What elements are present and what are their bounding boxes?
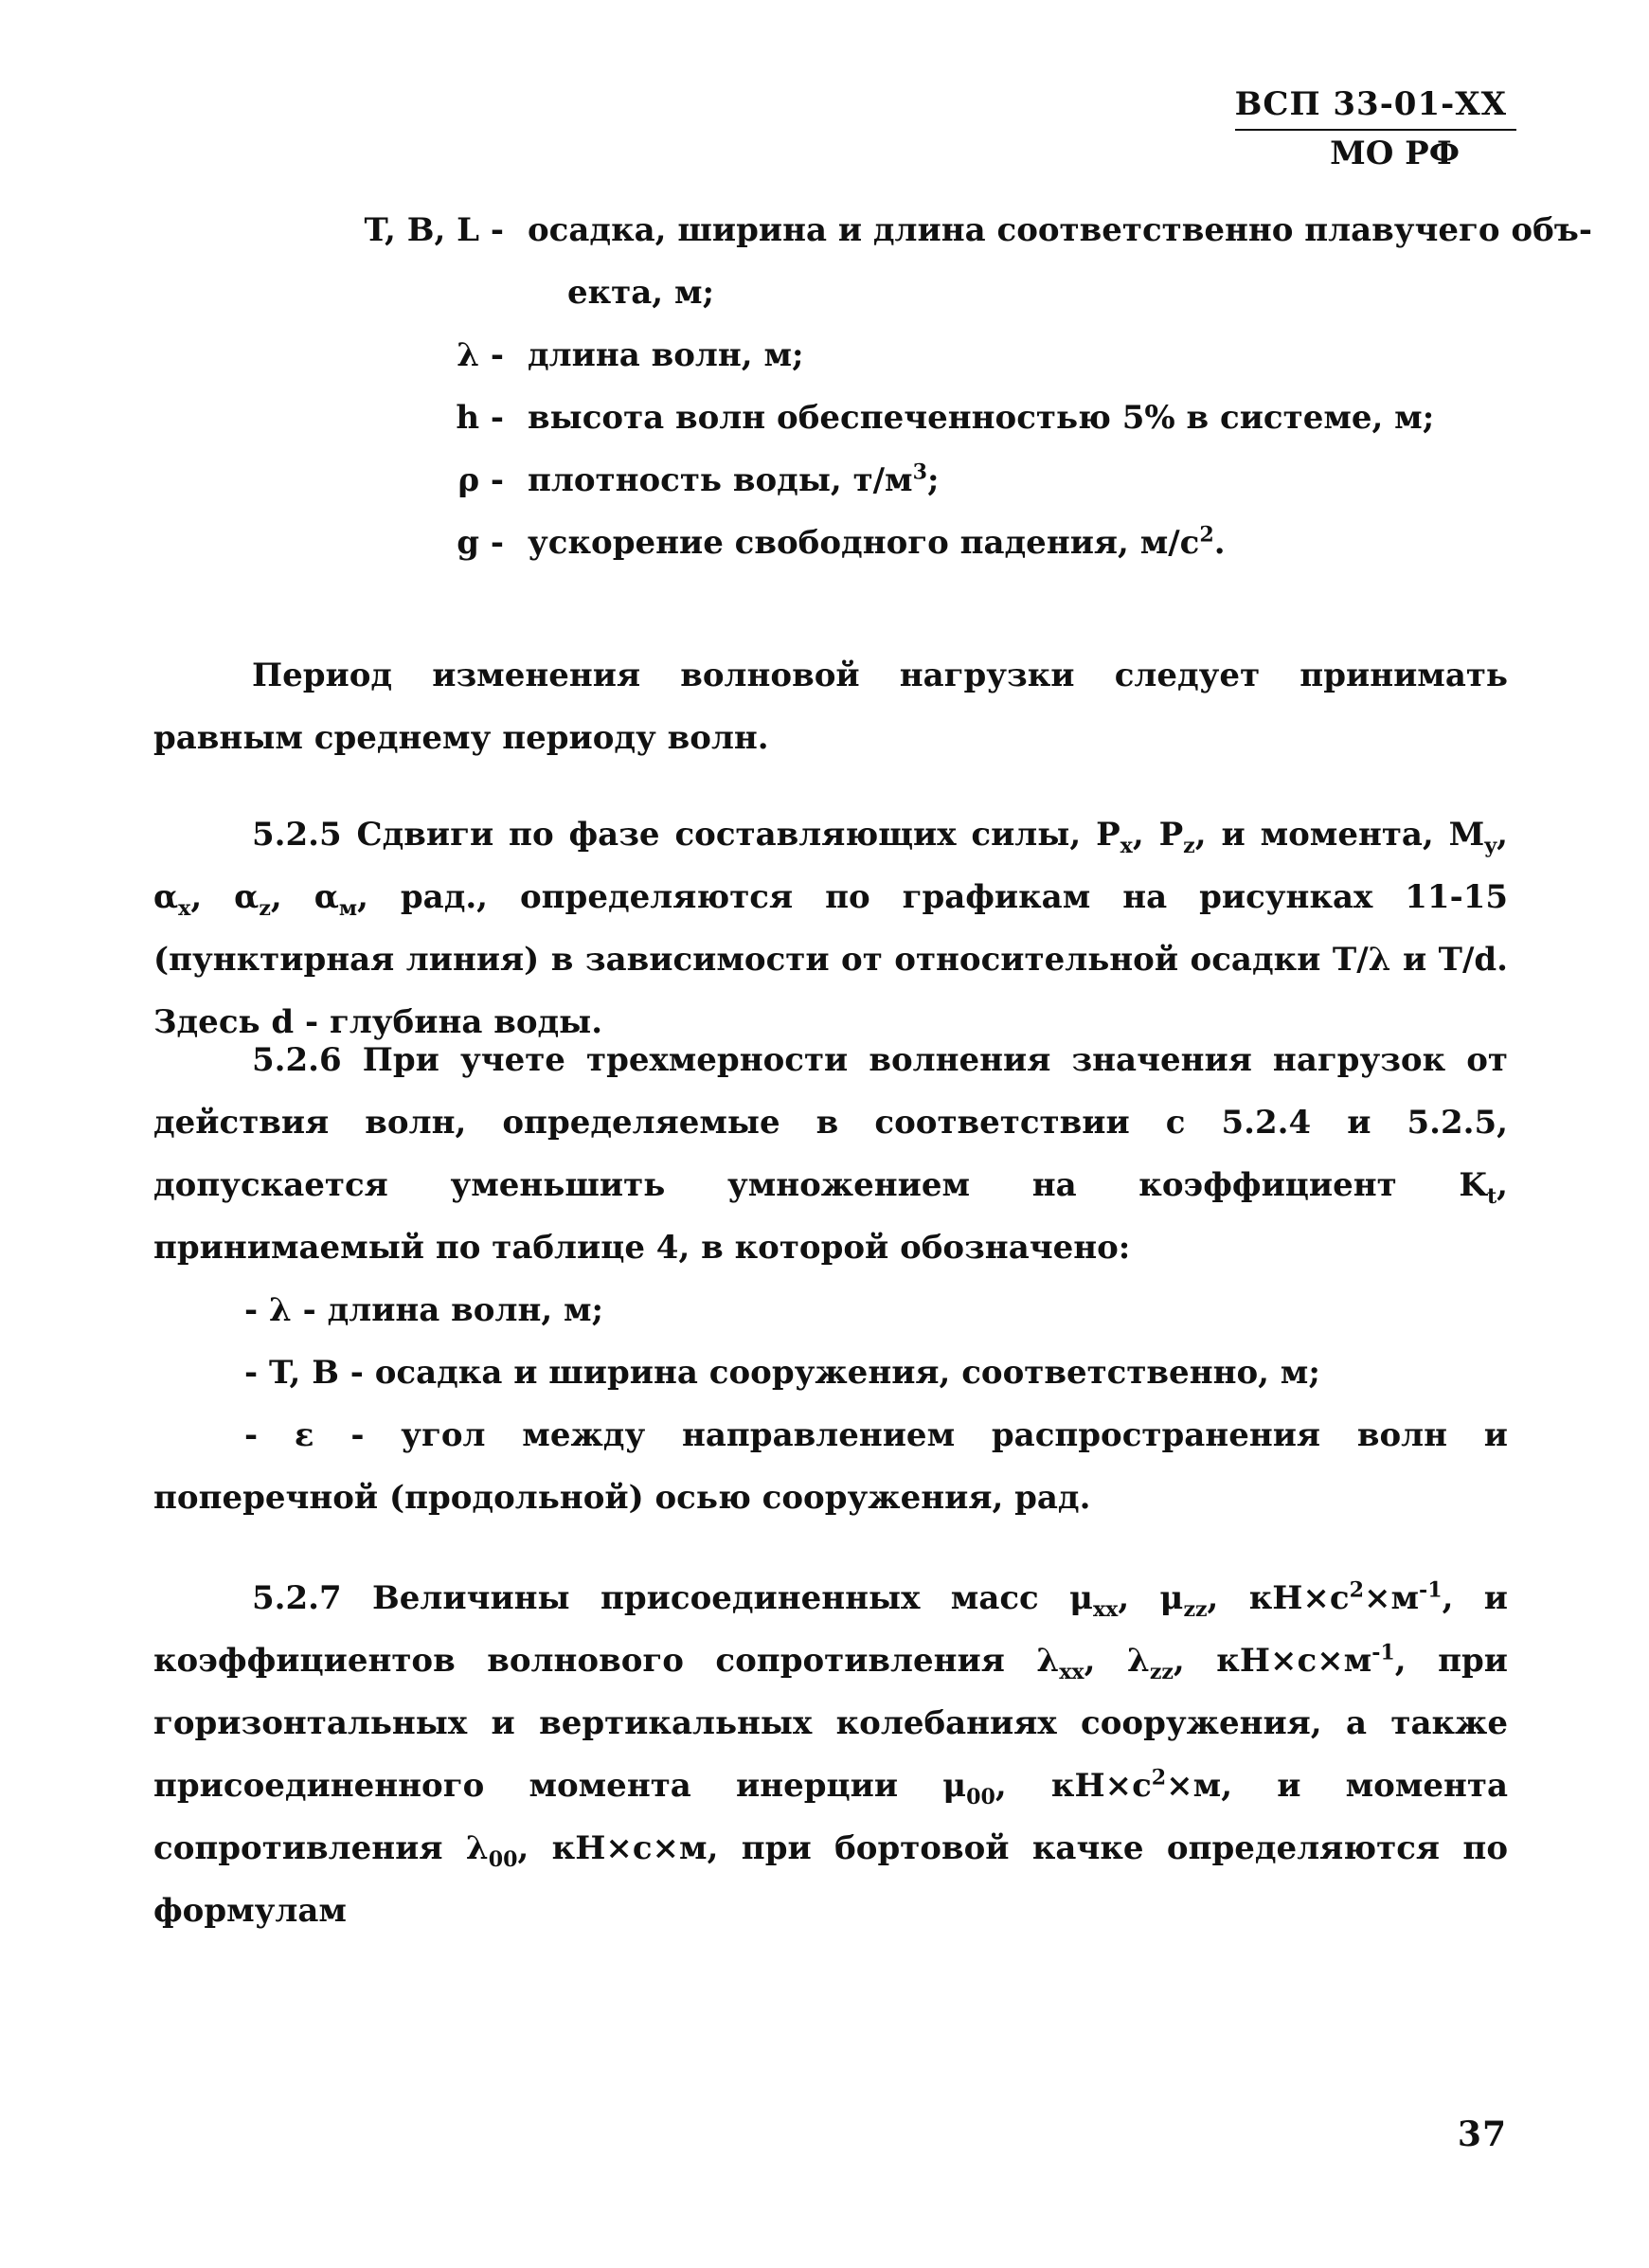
- text-run: , P: [1132, 816, 1184, 854]
- subscript: 00: [488, 1846, 518, 1872]
- doc-code: ВСП 33-01-ХХ: [1235, 83, 1516, 131]
- text-run: , и коэффициентов волнового сопротивления λ: [153, 1579, 1508, 1680]
- definition-text: [528, 512, 1226, 574]
- definitions-list: [153, 199, 1592, 574]
- paragraph-527-block: [153, 1567, 1508, 1942]
- definition-item: [153, 449, 1508, 512]
- superscript: 2: [1199, 522, 1214, 548]
- superscript: 2: [1151, 1765, 1167, 1791]
- definition-text-end: ;: [926, 461, 940, 499]
- definition-text: [528, 449, 940, 512]
- text-run: , при горизонтальных и вертикальных колебаниях сооружения, а также присоединенного момента инерции μ: [153, 1642, 1508, 1805]
- text-run: ×м: [1364, 1579, 1420, 1617]
- paragraph-526-block: [153, 1029, 1508, 1529]
- definition-symbol: T, B, L -: [364, 211, 504, 249]
- subscript: y: [1484, 833, 1497, 858]
- text-run: , кН×с: [995, 1767, 1152, 1805]
- text-run: , α: [190, 878, 260, 916]
- definition-symbol: ρ -: [457, 461, 504, 499]
- subscript: zz: [1183, 1596, 1208, 1622]
- text-run: , λ: [1084, 1642, 1150, 1680]
- text-run: , кН×с×м, при бортовой качке определяются по формулам: [153, 1829, 1508, 1930]
- definition-item: [153, 199, 1592, 261]
- list-item: - λ - длина волн, м;: [244, 1291, 604, 1329]
- paragraph-525-block: [153, 803, 1508, 1053]
- subscript: t: [1486, 1183, 1497, 1209]
- definition-text-cont: екта, м;: [567, 274, 715, 312]
- subscript: xx: [1093, 1596, 1119, 1622]
- text-run: , рад., определяются по графикам на рисунках 11-15 (пунктирная линия) в зависимости от относительной осадки T/λ и T/d. Здесь d - глубина воды.: [153, 878, 1509, 1041]
- paragraph-period-block: [153, 644, 1508, 769]
- text-run: ×м, и момента сопротивления λ: [153, 1767, 1508, 1867]
- text-run: , μ: [1118, 1579, 1184, 1617]
- superscript: 3: [912, 459, 927, 485]
- text-run: 5.2.6 При учете трехмерности волнения значения нагрузок от действия волн, определяемые в соответствии с 5.2.4 и 5.2.5, допускается уменьшить умножением на коэффициент K: [153, 1041, 1508, 1204]
- subscript: z: [1183, 833, 1195, 858]
- doc-org: МО РФ: [1330, 135, 1460, 172]
- definition-symbol: λ -: [457, 336, 504, 374]
- subscript: x: [178, 895, 191, 921]
- page-number: 37: [1457, 2115, 1507, 2154]
- subscript: 00: [966, 1784, 995, 1809]
- definition-text: осадка, ширина и длина соответственно плавучего объ-: [528, 211, 1592, 249]
- text-run: , кН×с×м: [1173, 1642, 1372, 1680]
- paragraph-5-2-6: [153, 1029, 1508, 1279]
- subscript: xx: [1059, 1659, 1084, 1684]
- definition-item: [153, 387, 1508, 449]
- list-item: - T, B - осадка и ширина сооружения, соответственно, м;: [244, 1354, 1320, 1392]
- text-run: , и момента, M: [1194, 816, 1485, 854]
- subscript: z: [259, 895, 271, 921]
- text-run: , α: [153, 816, 1508, 916]
- definition-item: [153, 512, 1508, 574]
- definition-text: длина волн, м;: [528, 336, 804, 374]
- definition-text-end: .: [1213, 524, 1226, 562]
- definition-text-main: плотность воды, т/м: [528, 461, 913, 499]
- subscript: x: [1120, 833, 1133, 858]
- text-run: 5.2.5 Сдвиги по фазе составляющих силы, P: [252, 816, 1120, 854]
- text-run: , принимаемый по таблице 4, в которой обозначено:: [153, 1166, 1508, 1267]
- definition-symbol: h -: [456, 399, 504, 437]
- text-run: 5.2.7 Величины присоединенных масс μ: [252, 1579, 1093, 1617]
- subscript: м: [338, 895, 358, 921]
- definition-text: высота волн обеспеченностью 5% в системе, м;: [528, 399, 1435, 437]
- paragraph-5-2-7: [153, 1567, 1508, 1942]
- definition-item: [153, 324, 1508, 387]
- paragraph-period: Период изменения волновой нагрузки следует принимать равным среднему периоду волн.: [153, 657, 1508, 757]
- superscript: 2: [1349, 1577, 1364, 1603]
- text-run: , α: [270, 878, 339, 916]
- document-header: [1232, 83, 1516, 174]
- paragraph-5-2-5: [153, 803, 1508, 1053]
- definition-item-continuation: [153, 261, 1508, 324]
- text-run: , кН×с: [1207, 1579, 1350, 1617]
- definition-text-main: ускорение свободного падения, м/с: [528, 524, 1200, 562]
- superscript: -1: [1371, 1640, 1395, 1665]
- subscript: zz: [1149, 1659, 1174, 1684]
- list-item: - ε - угол между направлением распространения волн и поперечной (продольной) осью сооружения, рад.: [153, 1416, 1508, 1517]
- superscript: -1: [1419, 1577, 1443, 1603]
- definition-symbol: g -: [457, 524, 504, 562]
